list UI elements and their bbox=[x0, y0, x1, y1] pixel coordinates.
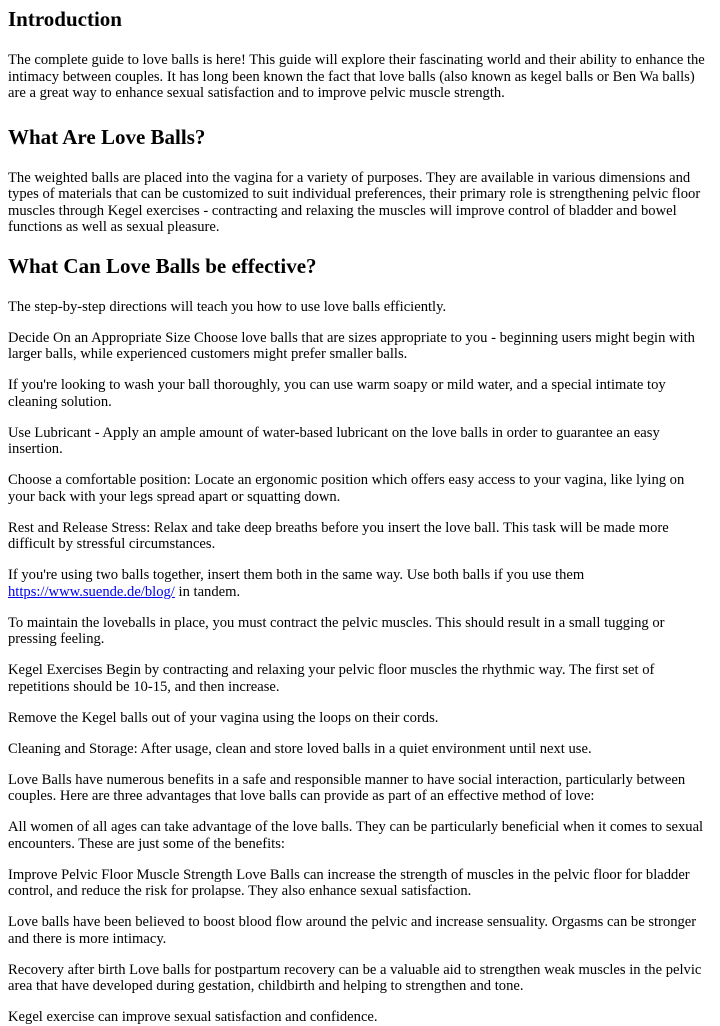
paragraph: Recovery after birth Love balls for postpartum recovery can be a valuable aid to strengthen weak muscles in the pelvic area that have developed during gestation, childbirth and helping to strengthen and tone. bbox=[8, 961, 702, 994]
paragraph-with-link bbox=[8, 567, 712, 600]
paragraph: To maintain the loveballs in place, you must contract the pelvic muscles. This should result in a small tugging or pressing feeling. bbox=[8, 614, 665, 647]
heading-introduction: Introduction bbox=[8, 7, 122, 31]
link-paragraph-before: If you're using two balls together, insert them both in the same way. Use both balls if you use them bbox=[8, 567, 585, 583]
paragraph: Use Lubricant - Apply an ample amount of water-based lubricant on the love balls in order to guarantee an easy insertion. bbox=[8, 424, 660, 457]
paragraph: Choose a comfortable position: Locate an ergonomic position which offers easy access to your vagina, like lying on your back with your legs spread apart or squatting down. bbox=[8, 472, 685, 505]
paragraph: If you're looking to wash your ball thoroughly, you can use warm soapy or mild water, and a special intimate toy cleaning solution. bbox=[8, 377, 666, 410]
paragraph: All women of all ages can take advantage of the love balls. They can be particularly beneficial when it comes to sexual encounters. These are just some of the benefits: bbox=[8, 819, 704, 852]
paragraph: Cleaning and Storage: After usage, clean and store loved balls in a quiet environment until next use. bbox=[8, 740, 592, 757]
paragraph: Kegel Exercises Begin by contracting and relaxing your pelvic floor muscles the rhythmic way. The first set of repetitions should be 10-15, and then increase. bbox=[8, 662, 655, 695]
paragraph: Love balls have been believed to boost blood flow around the pelvic and increase sensuality. Orgasms can be stronger and there is more intimacy. bbox=[8, 914, 697, 947]
paragraph: Kegel exercise can improve sexual satisfaction and confidence. bbox=[8, 1009, 378, 1025]
heading-what-are-love-balls: What Are Love Balls? bbox=[8, 124, 206, 149]
paragraph: Rest and Release Stress: Relax and take deep breaths before you insert the love ball. This task will be made more difficult by stressful circumstances. bbox=[8, 519, 669, 552]
blog-link[interactable]: https://www.suende.de/blog/ bbox=[8, 583, 175, 600]
link-paragraph-after: in tandem. bbox=[174, 583, 241, 600]
paragraph: Decide On an Appropriate Size Choose love balls that are sizes appropriate to you - beginning users might begin with larger balls, while experienced customers might prefer smaller balls. bbox=[8, 329, 695, 362]
paragraph: The complete guide to love balls is here! This guide will explore their fascinating world and their ability to enhance the intimacy between couples. It has long been known the fact that love balls (also known as kegel balls or Ben Wa balls) are a great way to enhance sexual satisfaction and to improve pelvic muscle strength. bbox=[8, 52, 705, 101]
paragraph: Love Balls have numerous benefits in a safe and responsible manner to have social interaction, particularly between couples. Here are three advantages that love balls can provide as part of an effective method of love: bbox=[8, 771, 686, 804]
paragraph: The weighted balls are placed into the vagina for a variety of purposes. They are available in various dimensions and types of materials that can be customized to suit individual preferences, their primary role is strengthening pelvic floor muscles through Kegel exercises - contracting and relaxing the muscles will improve control of bladder and bowel functions as well as sexual pleasure. bbox=[8, 169, 701, 235]
paragraph: The step-by-step directions will teach you how to use love balls efficiently. bbox=[8, 298, 447, 315]
article bbox=[0, 6, 720, 1026]
paragraph: Improve Pelvic Floor Muscle Strength Love Balls can increase the strength of muscles in the pelvic floor for bladder control, and reduce the risk for prolapse. They also enhance sexual satisfaction. bbox=[8, 866, 690, 899]
heading-how-effective: What Can Love Balls be effective? bbox=[8, 253, 317, 278]
paragraph: Remove the Kegel balls out of your vagina using the loops on their cords. bbox=[8, 709, 439, 726]
